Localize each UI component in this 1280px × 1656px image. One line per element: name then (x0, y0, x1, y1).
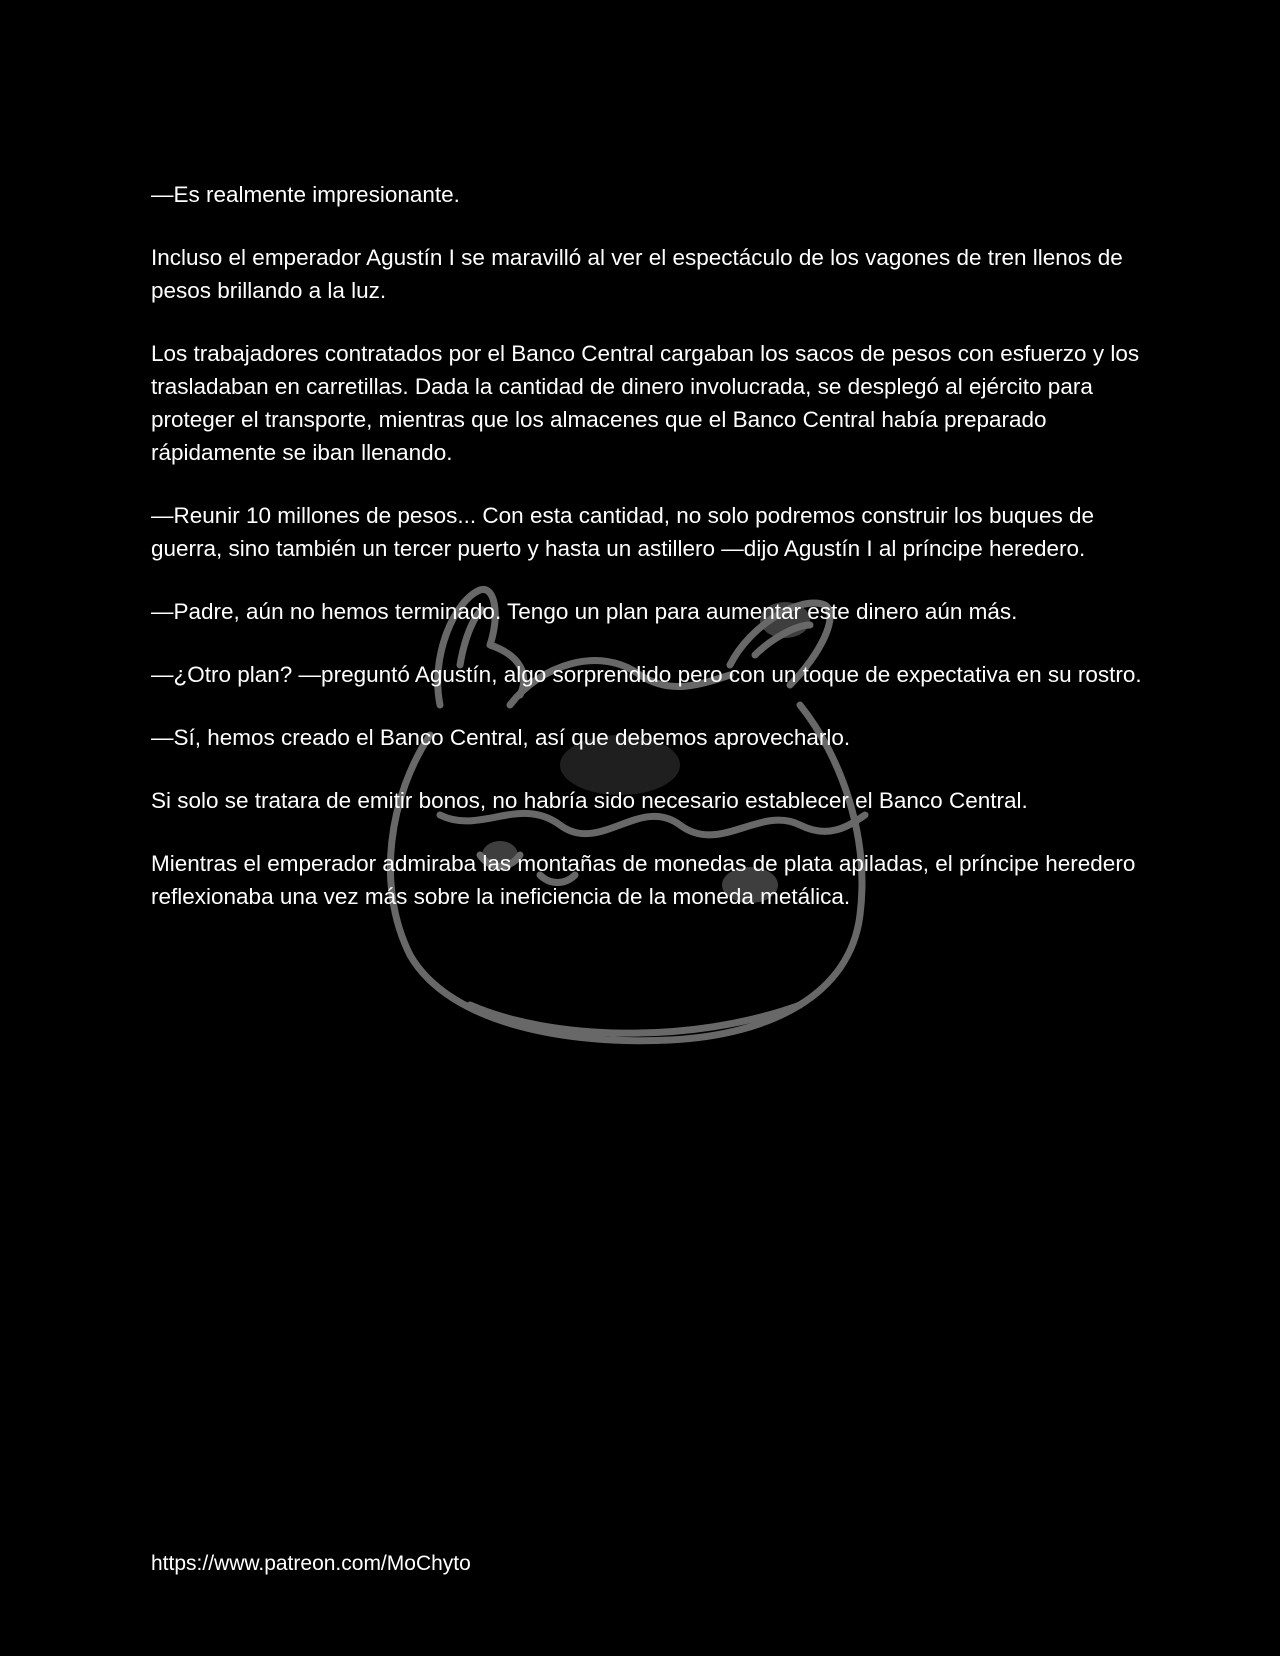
patreon-link[interactable]: https://www.patreon.com/MoChyto (151, 1552, 471, 1575)
paragraph: —Es realmente impresionante. (151, 182, 460, 207)
paragraph: Incluso el emperador Agustín I se maravilló al ver el espectáculo de los vagones de tren llenos de pesos brillando a la luz. (151, 245, 1130, 303)
paragraph: Los trabajadores contratados por el Banco Central cargaban los sacos de pesos con esfuerzo y los trasladaban en carretillas. Dada la cantidad de dinero involucrada, se desplegó al ejército para proteger el transporte, mientras que los almacenes que el Banco Central había preparado rápidamente se iban llenando. (151, 341, 1146, 465)
paragraph: Si solo se tratara de emitir bonos, no habría sido necesario establecer el Banco Central. (151, 788, 1028, 813)
paragraph: —¿Otro plan? —preguntó Agustín, algo sorprendido pero con un toque de expectativa en su rostro. (151, 662, 1142, 687)
paragraph: —Reunir 10 millones de pesos... Con esta cantidad, no solo podremos construir los buques de guerra, sino también un tercer puerto y hasta un astillero —dijo Agustín I al príncipe heredero. (151, 503, 1101, 561)
paragraph: —Sí, hemos creado el Banco Central, así que debemos aprovecharlo. (151, 725, 851, 750)
paragraph: —Padre, aún no hemos terminado. Tengo un plan para aumentar este dinero aún más. (151, 599, 1018, 624)
chapter-text (151, 178, 1151, 943)
paragraph: Mientras el emperador admiraba las montañas de monedas de plata apiladas, el príncipe heredero reflexionaba una vez más sobre la ineficiencia de la moneda metálica. (151, 851, 1142, 909)
